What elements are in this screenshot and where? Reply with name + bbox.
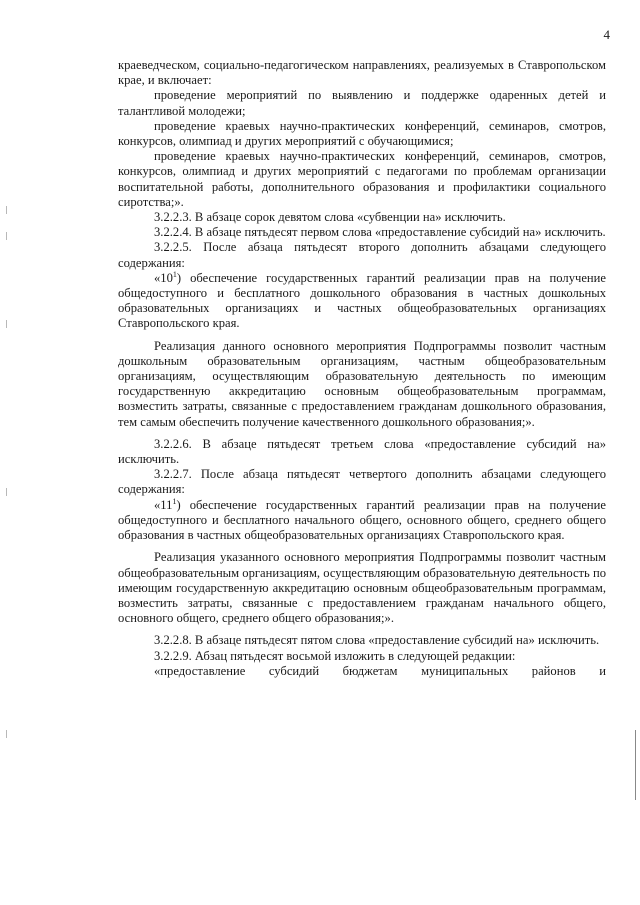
scan-edge-line	[635, 730, 636, 800]
paragraph: 3.2.2.7. После абзаца пятьдесят четвертого дополнить абзацами следующего содержания:	[118, 467, 606, 497]
paragraph: проведение мероприятий по выявлению и поддержке одаренных детей и талантливой молодежи;	[118, 88, 606, 118]
margin-mark	[6, 206, 7, 214]
paragraph: 3.2.2.8. В абзаце пятьдесят пятом слова «предоставление субсидий на» исключить.	[154, 633, 600, 648]
paragraph: краеведческом, социально-педагогическом направлениях, реализуемых в Ставропольском крае, и включает:	[118, 58, 606, 88]
margin-mark	[6, 232, 7, 240]
paragraph: Реализация данного основного мероприятия Подпрограммы позволит частным дошкольным образовательным организациям, частным общеобразовательным организациям, осуществляющим образовательную деятельность по имеющим государственную аккредитацию основным общеобразовательным программам, возместить затраты, связанные с предоставлением гражданам дошкольного образования, тем самым обеспечить получение качественного дошкольного образования;».	[118, 338, 606, 429]
paragraph: «$10^1$) обеспечение государственных гарантий реализации прав на получение общедоступного и бесплатного дошкольного образования в частных дошкольных образовательных организациях и частных общеобразовательных организациях Ставропольского края.	[118, 269, 606, 331]
paragraph: «$11^1$) обеспечение государственных гарантий реализации прав на получение общедоступного и бесплатного начального общего, основного общего, среднего общего образования в частных общеобразовательных организациях Ставропольского края.	[118, 496, 606, 543]
paragraph: 3.2.2.5. После абзаца пятьдесят второго дополнить абзацами следующего содержания:	[118, 240, 606, 270]
margin-mark	[6, 730, 7, 738]
paragraph: 3.2.2.6. В абзаце пятьдесят третьем слова «предоставление субсидий на» исключить.	[118, 436, 606, 467]
paragraph: 3.2.2.9. Абзац пятьдесят восьмой изложить в следующей редакции:	[154, 648, 516, 663]
paragraph: Реализация указанного основного мероприятия Подпрограммы позволит частным общеобразовательным организациям, осуществляющим образовательную деятельность по имеющим государственную аккредитацию основным общеобразовательным программам, возместить затраты, связанные с предоставлением гражданам начального общего, основного общего, среднего общего образования;».	[118, 550, 606, 626]
page-number: 4	[603, 27, 610, 42]
paragraph: 3.2.2.3. В абзаце сорок девятом слова «субвенции на» исключить.	[154, 210, 506, 225]
margin-mark	[6, 488, 7, 496]
paragraph: проведение краевых научно-практических конференций, семинаров, смотров, конкурсов, олимпиад и других мероприятий с обучающимися;	[118, 118, 606, 149]
paragraph: проведение краевых научно-практических конференций, семинаров, смотров, конкурсов, олимпиад и других мероприятий с педагогами по проблемам организации воспитательной работы, дополнительного образования и профилактики социального сиротства;».	[118, 149, 606, 209]
paragraph: 3.2.2.4. В абзаце пятьдесят первом слова «предоставление субсидий на» исключить.	[154, 225, 606, 240]
margin-mark	[6, 320, 7, 328]
document-body	[118, 58, 606, 679]
paragraph: «предоставление субсидий бюджетам муниципальных районов и	[154, 663, 606, 678]
